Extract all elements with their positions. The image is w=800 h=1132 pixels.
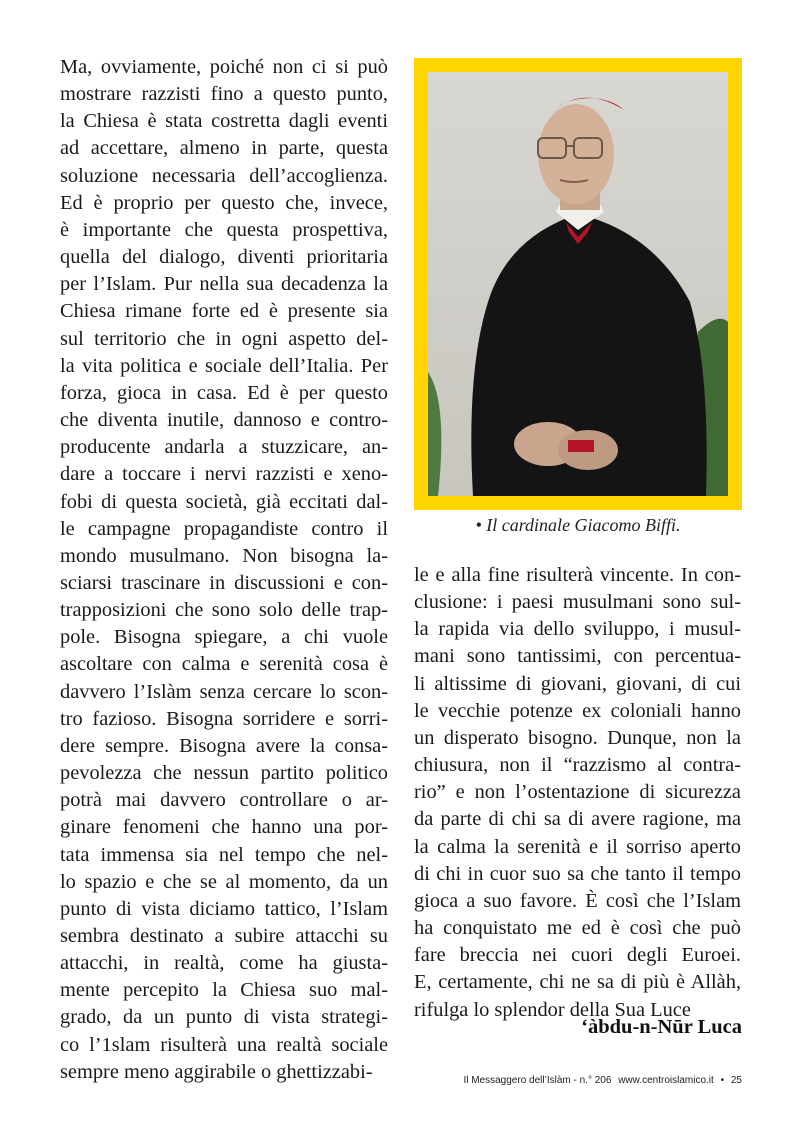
text-line: producente andarla a stuzzicare, an-: [60, 436, 388, 459]
text-line: mente percepito la Chiesa suo mal-: [60, 979, 388, 1002]
text-line: clusione: i paesi musulmani sono sul-: [414, 591, 741, 614]
text-line: le e alla fine risulterà vincente. In con-: [414, 564, 741, 586]
text-line: punto di vista diciamo tattico, l’Islam: [60, 897, 388, 920]
text-line: Chiesa rimane forte ed è presente sia: [60, 300, 388, 323]
text-line: attacchi, in realtà, come ha giusta-: [60, 952, 388, 975]
text-line: pevolezza che nessun partito politico: [60, 762, 388, 785]
text-line: la rapida via dello sviluppo, i musul-: [414, 618, 741, 641]
author-signature: ‘àbdu-n-Nūr Luca: [581, 1016, 742, 1038]
text-line: rio” e non l’ostentazione di sicurezza: [414, 781, 741, 804]
page-footer: [459, 1075, 742, 1086]
text-line: la calma la serenità e il sorriso aperto: [414, 835, 741, 858]
text-line: li altissime di giovani, giovani, di cui: [414, 672, 741, 695]
text-line: sul territorio che in ogni aspetto del-: [60, 327, 388, 350]
text-line: Ed è proprio per questo che, invece,: [60, 191, 388, 214]
text-line: tata immensa sia nel tempo che nel-: [60, 843, 388, 866]
text-line: pole. Bisogna spiegare, a chi vuole: [60, 626, 388, 649]
text-line: sciarsi trascinare in discussioni e con-: [60, 571, 388, 594]
footer-publication: Il Messaggero dell’Islàm - n.° 206: [463, 1075, 612, 1086]
text-line: la vita politica e sociale dell’Italia. Per: [60, 354, 388, 377]
text-line: ascoltare con calma e serenità cosa è: [60, 653, 388, 676]
cuff: [568, 440, 594, 452]
text-line: tro fazioso. Bisogna sorridere e sorri-: [60, 707, 388, 730]
text-line: sempre meno aggirabile o ghettizzabi-: [60, 1060, 373, 1083]
text-line: le vecchie potenze ex coloniali hanno: [414, 699, 741, 722]
text-line: mondo musulmano. Non bisogna la-: [60, 544, 388, 567]
photo-caption: • Il cardinale Giacomo Biffi.: [475, 515, 681, 535]
text-line: la Chiesa è stata costretta dagli eventi: [60, 110, 388, 133]
text-line: soluzione necessaria dell’accoglienza.: [60, 164, 388, 187]
text-line: grado, da un punto di vista strategi-: [60, 1006, 388, 1029]
text-line: forza, gioca in casa. Ed è per questo: [60, 381, 388, 404]
text-line: gioca a suo favore. È così che l’Islam: [414, 889, 741, 912]
text-line: E, certamente, chi ne sa di più è Allàh,: [414, 971, 741, 994]
text-line: co l’1slam risulterà una realtà sociale: [60, 1033, 388, 1056]
text-line: di chi in cuor suo sa che tanto il tempo: [414, 862, 741, 885]
text-line: lo spazio e che se al momento, da un: [60, 870, 388, 893]
text-line: è importante che questa prospettiva,: [60, 218, 388, 241]
text-line: mostrare razzisti fino a questo punto,: [60, 83, 388, 106]
text-line: trapposizioni che sono solo delle trap-: [60, 599, 388, 622]
text-line: da parte di chi sa di avere ragione, ma: [414, 808, 741, 831]
footer-separator: •: [720, 1075, 725, 1086]
text-line: davvero l’Islàm senza cercare lo scon-: [60, 680, 388, 703]
text-line: mani sono tantissimi, con percentua-: [414, 645, 741, 668]
text-line: ad accettare, almeno in parte, questa: [60, 137, 388, 160]
text-line: le campagne propagandiste contro il: [60, 517, 388, 540]
text-line: quella del dialogo, diventi prioritaria: [60, 246, 388, 269]
text-line: dere sempre. Bisogna avere la consa-: [60, 734, 388, 757]
text-line: sembra destinato a subire attacchi su: [60, 925, 388, 947]
text-line: chiusura, non il “razzismo al contra-: [414, 754, 741, 777]
article-column-left: [60, 54, 388, 1086]
footer-page-number: 25: [730, 1075, 742, 1086]
text-line: rifulga lo splendor della Sua Luce: [414, 998, 691, 1021]
photo-frame: [414, 58, 742, 510]
footer-website[interactable]: www.centroislamico.it: [618, 1075, 714, 1086]
text-line: ha conquistato me ed è così che può: [414, 917, 741, 940]
text-line: ginare fenomeni che hanno una por-: [60, 816, 388, 839]
foliage-left: [428, 372, 441, 496]
text-line: che diventa inutile, dannoso e contro-: [60, 409, 388, 432]
portrait-illustration: [428, 72, 728, 496]
text-line: Ma, ovviamente, poiché non ci si può: [60, 56, 388, 78]
article-column-right: [414, 562, 741, 1024]
text-line: dare a toccare i nervi razzisti e xeno-: [60, 463, 388, 486]
text-line: un disperato bisogno. Dunque, non la: [414, 726, 741, 749]
text-line: potrà mai davvero controllare o ar-: [60, 789, 388, 812]
text-line: fobi di questa società, già eccitati dal-: [60, 490, 388, 513]
text-line: fare breccia nei cuori degli Euroei.: [414, 944, 741, 967]
cardinal-portrait-photo: [428, 72, 728, 496]
text-line: per l’Islam. Pur nella sua decadenza la: [60, 273, 388, 296]
